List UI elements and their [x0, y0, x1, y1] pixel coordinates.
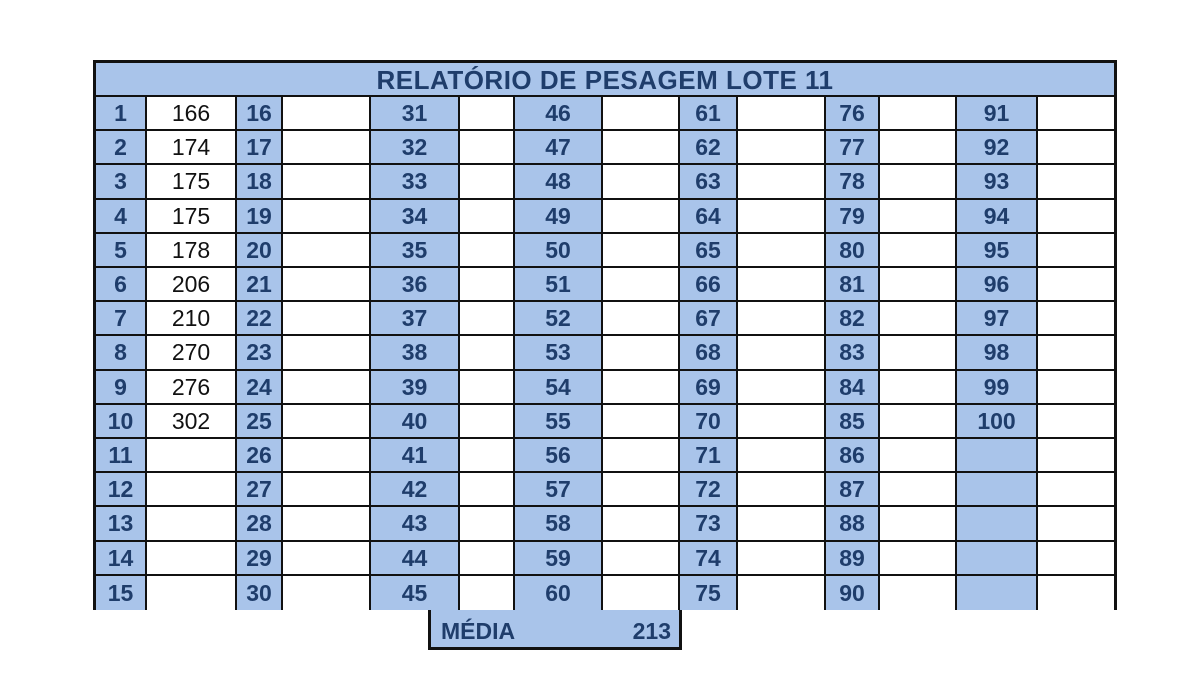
weight-value: 166 [147, 97, 237, 131]
empty-number-cell [957, 576, 1038, 610]
row-number: 41 [371, 439, 460, 473]
row-number: 81 [826, 268, 880, 302]
weight-value [880, 200, 957, 234]
weight-value [880, 576, 957, 610]
row-number: 17 [237, 131, 283, 165]
row-number: 26 [237, 439, 283, 473]
weight-value [1038, 336, 1114, 371]
row-number: 64 [680, 200, 738, 234]
weight-value [880, 336, 957, 371]
weight-value [1038, 234, 1114, 268]
row-number: 19 [237, 200, 283, 234]
row-number: 47 [515, 131, 603, 165]
weight-value [603, 371, 680, 405]
weight-value [460, 268, 515, 302]
weight-value [147, 507, 237, 542]
weight-value: 206 [147, 268, 237, 302]
weight-value: 174 [147, 131, 237, 165]
row-number: 42 [371, 473, 460, 507]
row-number: 31 [371, 97, 460, 131]
row-number: 84 [826, 371, 880, 405]
row-number: 4 [96, 200, 147, 234]
weight-value [283, 371, 371, 405]
weight-value [738, 405, 826, 439]
weight-value [738, 507, 826, 542]
weighing-report-table [93, 60, 1117, 610]
row-number: 65 [680, 234, 738, 268]
row-number: 23 [237, 336, 283, 371]
row-number: 88 [826, 507, 880, 542]
row-number: 80 [826, 234, 880, 268]
weight-value [880, 97, 957, 131]
weight-value [880, 131, 957, 165]
row-number: 92 [957, 131, 1038, 165]
row-number: 15 [96, 576, 147, 610]
weight-value [283, 405, 371, 439]
weight-value: 302 [147, 405, 237, 439]
row-number: 83 [826, 336, 880, 371]
weight-value [283, 268, 371, 302]
row-number: 55 [515, 405, 603, 439]
weight-value [880, 302, 957, 336]
row-number: 59 [515, 542, 603, 576]
weight-value [283, 165, 371, 200]
row-number: 8 [96, 336, 147, 371]
row-number: 87 [826, 473, 880, 507]
weight-value [1038, 542, 1114, 576]
row-number: 58 [515, 507, 603, 542]
weight-value [880, 542, 957, 576]
row-number: 37 [371, 302, 460, 336]
weight-value [283, 97, 371, 131]
row-number: 9 [96, 371, 147, 405]
weight-value [283, 200, 371, 234]
weight-value [1038, 268, 1114, 302]
weight-value [283, 439, 371, 473]
weight-value [460, 131, 515, 165]
row-number: 24 [237, 371, 283, 405]
weight-value [147, 473, 237, 507]
weight-value [738, 268, 826, 302]
weight-value [1038, 165, 1114, 200]
weight-value [1038, 507, 1114, 542]
weight-value [880, 165, 957, 200]
row-number: 14 [96, 542, 147, 576]
row-number: 57 [515, 473, 603, 507]
weight-value [460, 234, 515, 268]
weight-value: 175 [147, 165, 237, 200]
row-number: 77 [826, 131, 880, 165]
weight-value [1038, 97, 1114, 131]
row-number: 60 [515, 576, 603, 610]
weight-value [1038, 576, 1114, 610]
average-value: 213 [632, 618, 671, 644]
row-number: 94 [957, 200, 1038, 234]
row-number: 72 [680, 473, 738, 507]
weight-value [738, 542, 826, 576]
weight-value [880, 371, 957, 405]
weight-value: 270 [147, 336, 237, 371]
weight-value [460, 576, 515, 610]
row-number: 63 [680, 165, 738, 200]
row-number: 38 [371, 336, 460, 371]
empty-number-cell [957, 542, 1038, 576]
row-number: 7 [96, 302, 147, 336]
row-number: 35 [371, 234, 460, 268]
row-number: 99 [957, 371, 1038, 405]
weight-value [738, 97, 826, 131]
row-number: 49 [515, 200, 603, 234]
row-number: 33 [371, 165, 460, 200]
weight-value [1038, 439, 1114, 473]
weight-value [738, 473, 826, 507]
weight-value [738, 165, 826, 200]
weight-value [283, 336, 371, 371]
weight-value [460, 473, 515, 507]
weight-value [603, 234, 680, 268]
weight-value [603, 473, 680, 507]
row-number: 27 [237, 473, 283, 507]
weight-value [738, 131, 826, 165]
empty-number-cell [957, 473, 1038, 507]
row-number: 89 [826, 542, 880, 576]
weight-value [880, 473, 957, 507]
row-number: 96 [957, 268, 1038, 302]
row-number: 13 [96, 507, 147, 542]
weight-value [603, 405, 680, 439]
weight-value [603, 439, 680, 473]
weight-value [738, 576, 826, 610]
weight-value: 210 [147, 302, 237, 336]
weight-value: 276 [147, 371, 237, 405]
row-number: 43 [371, 507, 460, 542]
report-title: RELATÓRIO DE PESAGEM LOTE 11 [96, 63, 1114, 97]
row-number: 30 [237, 576, 283, 610]
row-number: 98 [957, 336, 1038, 371]
weight-value [460, 165, 515, 200]
row-number: 76 [826, 97, 880, 131]
weight-value: 175 [147, 200, 237, 234]
row-number: 29 [237, 542, 283, 576]
weight-value [1038, 405, 1114, 439]
row-number: 97 [957, 302, 1038, 336]
weight-value [738, 371, 826, 405]
row-number: 45 [371, 576, 460, 610]
weight-value [880, 507, 957, 542]
weight-value [283, 234, 371, 268]
row-number: 51 [515, 268, 603, 302]
row-number: 44 [371, 542, 460, 576]
row-number: 71 [680, 439, 738, 473]
weight-value [460, 302, 515, 336]
row-number: 90 [826, 576, 880, 610]
weight-value [603, 165, 680, 200]
empty-number-cell [957, 439, 1038, 473]
row-number: 53 [515, 336, 603, 371]
weight-value [738, 439, 826, 473]
weight-value [1038, 473, 1114, 507]
row-number: 48 [515, 165, 603, 200]
weight-value [880, 405, 957, 439]
empty-number-cell [957, 507, 1038, 542]
row-number: 68 [680, 336, 738, 371]
row-number: 28 [237, 507, 283, 542]
weight-value [880, 268, 957, 302]
weight-value [603, 302, 680, 336]
weight-value [603, 200, 680, 234]
row-number: 82 [826, 302, 880, 336]
weight-value [460, 97, 515, 131]
weight-value [1038, 371, 1114, 405]
weight-value [738, 234, 826, 268]
weight-value [603, 97, 680, 131]
row-number: 20 [237, 234, 283, 268]
weight-value [147, 439, 237, 473]
weight-value [603, 507, 680, 542]
row-number: 93 [957, 165, 1038, 200]
weight-value [147, 542, 237, 576]
weight-value [603, 576, 680, 610]
row-number: 78 [826, 165, 880, 200]
row-number: 16 [237, 97, 283, 131]
row-number: 61 [680, 97, 738, 131]
row-number: 73 [680, 507, 738, 542]
weight-value [738, 200, 826, 234]
row-number: 62 [680, 131, 738, 165]
weight-value [460, 405, 515, 439]
weight-value [460, 371, 515, 405]
weight-value [1038, 200, 1114, 234]
weight-value [880, 439, 957, 473]
weight-value [460, 439, 515, 473]
weight-value [283, 542, 371, 576]
row-number: 2 [96, 131, 147, 165]
row-number: 1 [96, 97, 147, 131]
row-number: 74 [680, 542, 738, 576]
row-number: 67 [680, 302, 738, 336]
row-number: 3 [96, 165, 147, 200]
weight-value [603, 542, 680, 576]
average-label: MÉDIA [441, 618, 516, 644]
row-number: 32 [371, 131, 460, 165]
row-number: 34 [371, 200, 460, 234]
weight-value [283, 576, 371, 610]
average-box [428, 610, 682, 650]
row-number: 18 [237, 165, 283, 200]
row-number: 52 [515, 302, 603, 336]
row-number: 66 [680, 268, 738, 302]
row-number: 91 [957, 97, 1038, 131]
row-number: 95 [957, 234, 1038, 268]
row-number: 12 [96, 473, 147, 507]
weight-value [738, 302, 826, 336]
weight-value [603, 336, 680, 371]
weight-value: 178 [147, 234, 237, 268]
row-number: 22 [237, 302, 283, 336]
row-number: 75 [680, 576, 738, 610]
row-number: 86 [826, 439, 880, 473]
row-number: 39 [371, 371, 460, 405]
weight-value [147, 576, 237, 610]
weight-value [880, 234, 957, 268]
weight-value [1038, 302, 1114, 336]
weight-value [738, 336, 826, 371]
row-number: 46 [515, 97, 603, 131]
weight-value [283, 473, 371, 507]
row-number: 40 [371, 405, 460, 439]
weight-value [283, 131, 371, 165]
weight-value [460, 336, 515, 371]
row-number: 56 [515, 439, 603, 473]
row-number: 25 [237, 405, 283, 439]
weight-value [603, 268, 680, 302]
weight-value [460, 507, 515, 542]
weight-value [1038, 131, 1114, 165]
weight-value [283, 507, 371, 542]
row-number: 100 [957, 405, 1038, 439]
row-number: 85 [826, 405, 880, 439]
row-number: 69 [680, 371, 738, 405]
row-number: 70 [680, 405, 738, 439]
row-number: 54 [515, 371, 603, 405]
weight-value [603, 131, 680, 165]
row-number: 79 [826, 200, 880, 234]
row-number: 11 [96, 439, 147, 473]
row-number: 36 [371, 268, 460, 302]
row-number: 21 [237, 268, 283, 302]
row-number: 50 [515, 234, 603, 268]
row-number: 10 [96, 405, 147, 439]
weight-value [283, 302, 371, 336]
row-number: 5 [96, 234, 147, 268]
weight-value [460, 542, 515, 576]
weight-value [460, 200, 515, 234]
row-number: 6 [96, 268, 147, 302]
